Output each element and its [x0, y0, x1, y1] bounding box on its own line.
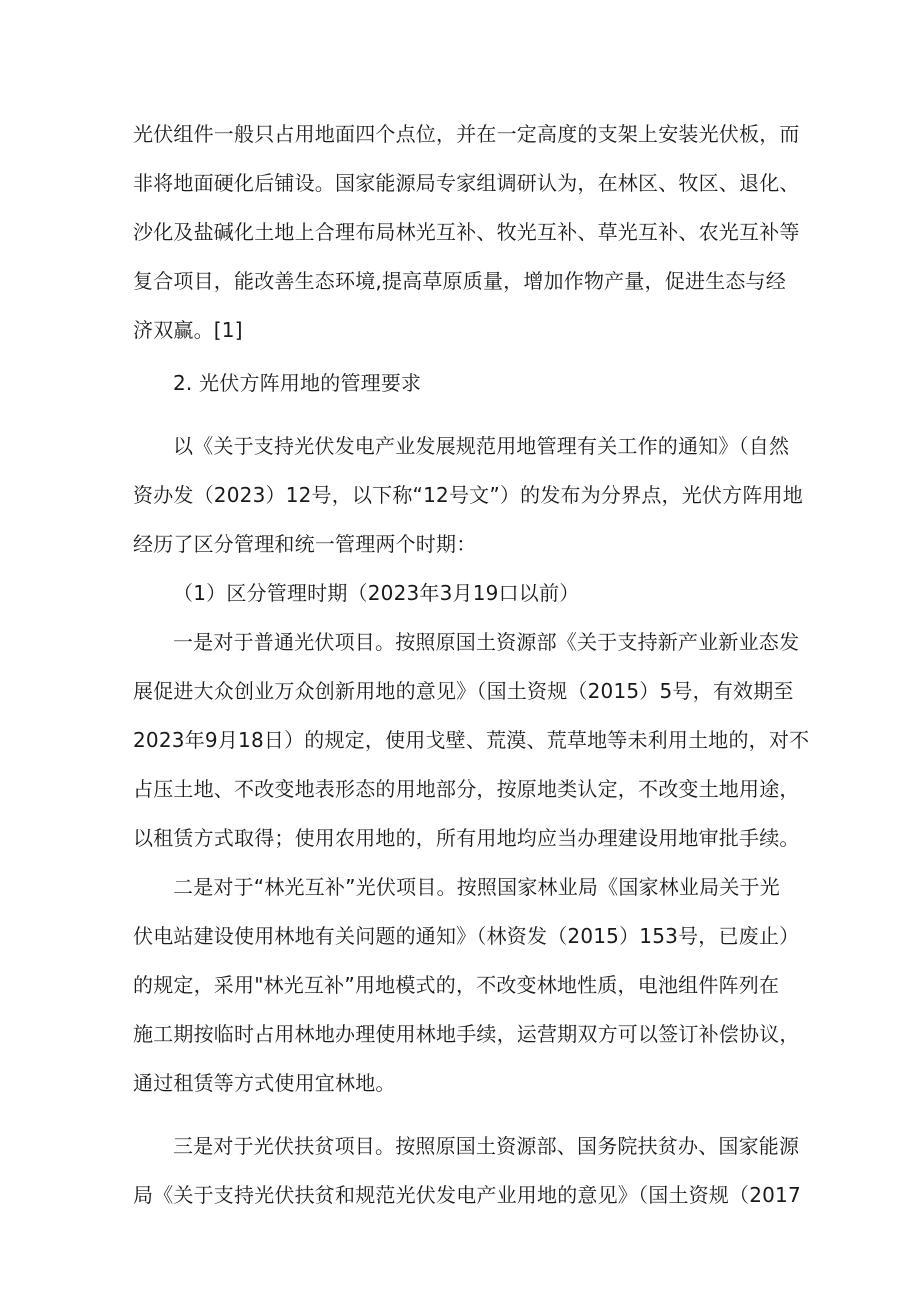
text-line-3: 沙化及盐碱化土地上合理布局林光互补、牧光互补、草光互补、农光互补等	[133, 220, 800, 244]
text-line-4: 复合项目，能改善生态环境,提高草原质量，增加作物产量，促进生态与经	[133, 269, 786, 293]
text-line-13: 2023年9月18日）的规定，使用戈壁、荒漠、荒草地等未利用土地的，对不	[133, 728, 810, 752]
text-line-20: 通过租赁等方式使用宜林地。	[133, 1071, 396, 1095]
text-line-19: 施工期按临时占用林地办理使用林地手续，运营期双方可以签订补偿协议，	[133, 1022, 800, 1046]
text-line-18: 的规定，采用"林光互补”用地模式的，不改变林地性质，电池组件阵列在	[133, 973, 780, 997]
text-line-2: 非将地面硬化后铺设。国家能源局专家组调研认为，在林区、牧区、退化、	[133, 171, 800, 195]
text-line-22: 局《关于支持光伏扶贫和规范光伏发电产业用地的意见》（国土资规（2017	[133, 1183, 801, 1207]
text-line-16: 二是对于“林光互补”光伏项目。按照国家林业局《国家林业局关于光	[173, 875, 780, 899]
text-line-8: 资办发（2023）12号，以下称“12号文”）的发布为分界点，光伏方阵用地	[133, 483, 803, 507]
text-line-14: 占压土地、不改变地表形态的用地部分，按原地类认定，不改变土地用途，	[133, 777, 800, 801]
subsection-heading: （1）区分管理时期（2023年3月19口以前）	[173, 581, 580, 605]
text-line-9: 经历了区分管理和统一管理两个时期：	[133, 532, 477, 556]
text-line-11: 一是对于普通光伏项目。按照原国土资源部《关于支持新产业新业态发	[173, 630, 800, 654]
text-line-7: 以《关于支持光伏发电产业发展规范用地管理有关工作的通知》（自然	[173, 434, 790, 458]
text-line-1: 光伏组件一般只占用地面四个点位，并在一定高度的支架上安装光伏板，而	[133, 122, 800, 146]
text-line-5: 济双赢。[1]	[133, 318, 243, 342]
section-heading: 2. 光伏方阵用地的管理要求	[173, 371, 422, 395]
text-line-21: 三是对于光伏扶贫项目。按照原国土资源部、国务院扶贫办、国家能源	[173, 1134, 800, 1158]
text-line-12: 展促进大众创业万众创新用地的意见》（国土资规（2015）5号，有效期至	[133, 679, 794, 703]
text-line-17: 伏电站建设使用林地有关问题的通知》（林资发（2015）153号，已废止）	[133, 924, 800, 948]
text-line-15: 以租赁方式取得；使用农用地的，所有用地均应当办理建设用地审批手续。	[133, 826, 800, 850]
